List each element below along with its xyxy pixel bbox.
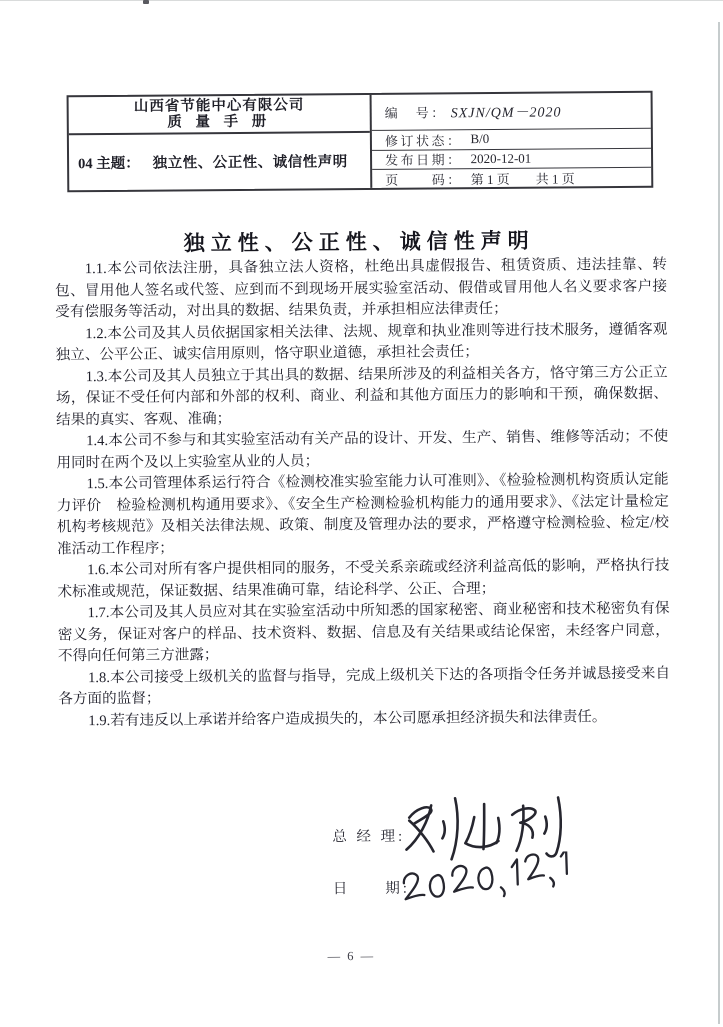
revision-status-value: B/0 [470, 131, 490, 147]
subject-cell [69, 133, 370, 190]
paragraph-1-7: 1.7.本公司及其人员应对其在实验室活动中所知悉的国家秘密、商业秘密和技术秘密负有保密义务，保证对客户的样品、技术资料、数据、信息及有关结果或结论保密，未经客户同意，不得向任何第三方泄露； [57, 600, 670, 665]
paragraph-1-1: 1.1.本公司依法注册，具备独立法人资格，杜绝出具虚假报告、租赁资质、违法挂靠、转包、冒用他人签名或代签、应到而不到现场开展实验室活动、假借或冒用他人名义要求客户接受有偿服务等活动，对出具的数据、结果负责，并承担相应法律责任； [55, 256, 668, 321]
paragraph-1-4: 1.4.本公司不参与和其实验室活动有关产品的设计、开发、生产、销售、维修等活动；不使用同时在两个及以上实验室从业的人员； [56, 428, 669, 471]
subject-number: 04 主题： [78, 155, 140, 173]
declaration-body [55, 255, 671, 733]
issue-date-row [372, 148, 651, 170]
revision-status-label: 修订状态： [384, 132, 463, 149]
paragraph-1-9: 1.9.若有违反以上承诺并给客户造成损失的，本公司愿承担经济损失和法律责任。 [88, 708, 607, 729]
company-name: 山西省节能中心有限公司 [133, 96, 305, 115]
doc-number-label: 编 号： [384, 105, 447, 121]
paragraph-1-6: 1.6.本公司对所有客户提供相同的服务，不受关系亲疏或经济利益高低的影响，严格执行技术标准或规范，保证数据、结果准确可靠，结论科学、公正、合理； [57, 557, 670, 600]
paragraph-1-3: 1.3.本公司及其人员独立于其出具的数据、结果所涉及的利益相关各方，恪守第三方公正立场，保证不受任何内部和外部的权利、商业、利益和其他方面压力的影响和干预，确保数据、结果的真实、客观、准确； [55, 364, 668, 428]
footer-page-number: — 6 — [327, 948, 376, 964]
paragraph-1-2: 1.2.本公司及其人员依据国家相关法律、法规、规章和执业准则等进行技术服务，遵循客观独立、公平公正、诚实信用原则，恪守职业道德，承担社会责任； [55, 321, 668, 364]
revision-status-row [372, 129, 651, 151]
header-table-left-column [69, 95, 373, 190]
header-table [67, 91, 654, 193]
page-number-value: 第 1 页 共 1 页 [470, 171, 575, 188]
page-number-label: 页 码： [385, 172, 463, 188]
date-label: 日 期: [332, 880, 410, 898]
doc-number-row [372, 93, 651, 131]
subject-title: 独立性、公正性、诚信性声明 [152, 154, 348, 172]
general-manager-label: 总 经 理: [332, 828, 406, 846]
issue-date-label: 发布日期： [385, 152, 463, 169]
paragraph-1-5: 1.5.本公司管理体系运行符合《检测校准实验室能力认可准则》、《检验检测机构资质认定能力评价 检验检测机构通用要求》、《安全生产检测检验机构能力的通用要求》、《法定计量检定机构考核规范》及相关法律法规、政策、制度及管理办法的要求，严格遵守检测检验、检定/校准活动工作程序； [56, 471, 669, 557]
manual-title: 质 量 手 册 [167, 113, 272, 131]
doc-number-value: SXJN/QM－2020 [450, 104, 562, 121]
company-title-cell [69, 95, 370, 135]
page-title: 独立性、公正性、诚信性声明 [183, 228, 535, 256]
issue-date-value: 2020-12-01 [470, 150, 532, 166]
date-handwriting [396, 851, 576, 902]
page-number-row [372, 168, 651, 189]
header-table-right-column [372, 93, 652, 188]
paragraph-1-8: 1.8.本公司接受上级机关的监督与指导，完成上级机关下达的各项指令任务并诚恳接受来自各方面的监督； [58, 665, 671, 708]
